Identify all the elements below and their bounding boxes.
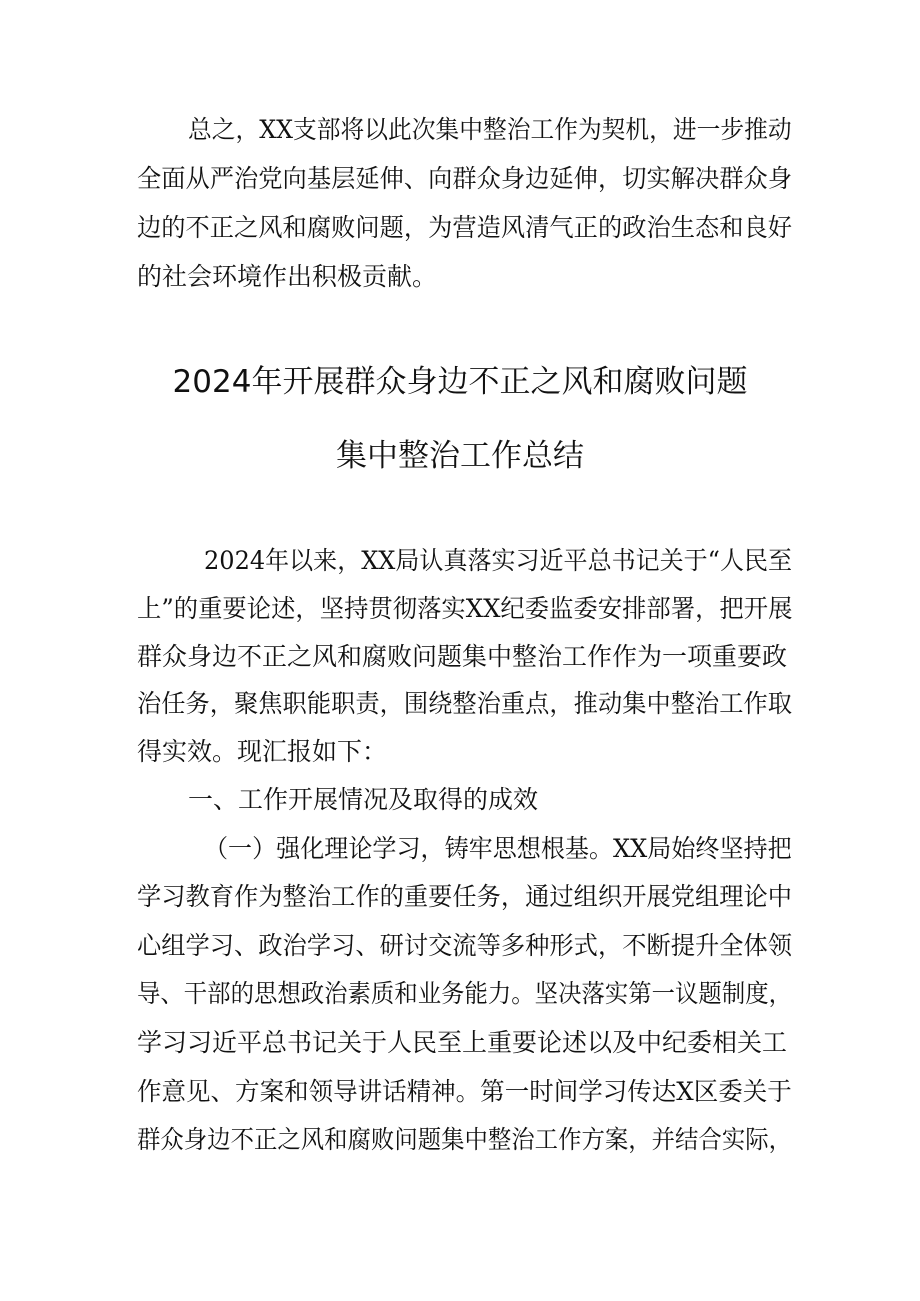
intro-paragraph-line-3: 群众身边不正之风和腐败问题集中整治工作作为一项重要政	[137, 642, 788, 671]
section-paragraph-line-2: 学习教育作为整治工作的重要任务，通过组织开展党组理论中	[137, 882, 793, 911]
section-heading: 一、工作开展情况及取得的成效	[188, 785, 539, 814]
closing-paragraph-line-2: 全面从严治党向基层延伸、向群众身边延伸，切实解决群众身	[137, 164, 793, 193]
document-title-line-1: 2024年开展群众身边不正之风和腐败问题	[172, 364, 748, 400]
section-paragraph-line-7: 群众身边不正之风和腐败问题集中整治工作方案，并结合实际，	[137, 1125, 793, 1154]
section-paragraph-line-1: （一）强化理论学习，铸牢思想根基。XX局始终坚持把	[204, 834, 792, 863]
intro-paragraph-line-4: 治任务，聚焦职能职责，围绕整治重点，推动集中整治工作取	[137, 689, 793, 718]
section-paragraph-line-4: 导、干部的思想政治素质和业务能力。坚决落实第一议题制度，	[137, 979, 793, 1008]
document-title-line-2: 集中整治工作总结	[336, 438, 584, 474]
intro-paragraph-line-5: 得实效。现汇报如下：	[137, 737, 388, 766]
closing-paragraph-line-3: 边的不正之风和腐败问题，为营造风清气正的政治生态和良好	[137, 213, 793, 242]
section-paragraph-line-3: 心组学习、政治学习、研讨交流等多种形式，不断提升全体领	[137, 931, 793, 960]
intro-paragraph-line-2: 上”的重要论述，坚持贯彻落实XX纪委监委安排部署，把开展	[137, 594, 793, 623]
closing-paragraph-line-4: 的社会环境作出积极贡献。	[137, 262, 438, 291]
section-paragraph-line-5: 学习习近平总书记关于人民至上重要论述以及中纪委相关工	[137, 1028, 788, 1057]
section-paragraph-line-6: 作意见、方案和领导讲话精神。第一时间学习传达X区委关于	[137, 1077, 792, 1106]
intro-paragraph-line-1: 2024年以来，XX局认真落实习近平总书记关于“人民至	[204, 546, 793, 575]
closing-paragraph-line-1: 总之，XX支部将以此次集中整治工作为契机，进一步推动	[188, 115, 792, 144]
